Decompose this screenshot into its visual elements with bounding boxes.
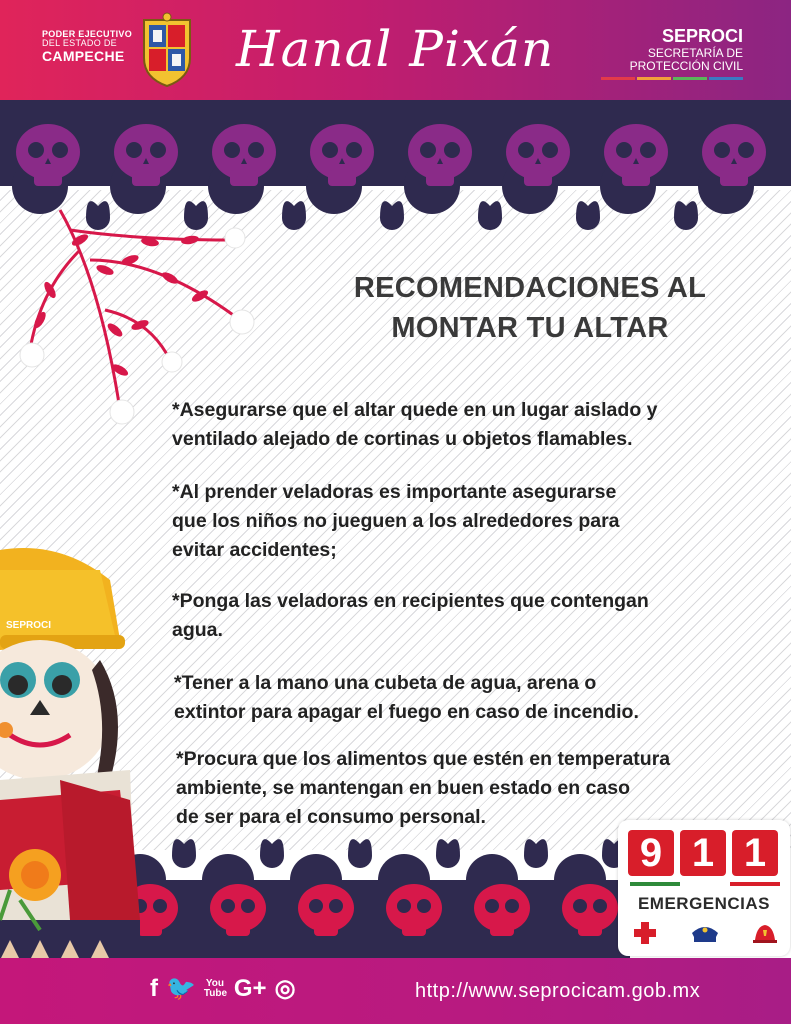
- instagram-icon[interactable]: ◎: [274, 975, 296, 1002]
- red-cross-icon: [632, 920, 658, 946]
- helmet-label: SEPROCI: [6, 620, 52, 631]
- website-link[interactable]: http://www.seprocicam.gob.mx: [415, 980, 701, 1002]
- agency-short-name: SEPROCI: [661, 26, 743, 46]
- title-line-2: MONTAR TU ALTAR: [391, 312, 669, 344]
- footer-bar: [0, 958, 791, 1024]
- recommendation-line: *Asegurarse que el altar quede en un lugar aislado y: [172, 399, 658, 421]
- twitter-icon[interactable]: 🐦: [166, 975, 196, 1002]
- police-cap-icon: [690, 921, 720, 945]
- recommendation-line: *Al prender veladoras es importante asegurarse: [172, 481, 617, 503]
- emergency-digits: [628, 830, 778, 876]
- recommendation-4: [174, 669, 639, 727]
- seproci-logo: [583, 26, 743, 80]
- recommendation-line: extintor para apagar el fuego en caso de incendio.: [174, 701, 639, 723]
- catrina-character-illustration: [0, 540, 150, 1024]
- recommendation-5: [176, 745, 670, 832]
- agency-line-2: PROTECCIÓN CIVIL: [629, 59, 743, 74]
- gov-line-1: PODER EJECUTIVO: [42, 29, 133, 39]
- page-title: [300, 268, 760, 348]
- social-links: [150, 974, 296, 1003]
- recommendation-2: [172, 478, 620, 565]
- recommendation-line: *Tener a la mano una cubeta de agua, arena o: [174, 672, 597, 694]
- flag-color-line: [630, 882, 780, 886]
- recommendation-line: agua.: [172, 619, 223, 641]
- emergency-services-icons: [632, 920, 778, 946]
- gov-line-3: CAMPECHE: [42, 47, 125, 64]
- emergency-digit: 9: [628, 830, 674, 876]
- recommendation-3: [172, 587, 649, 645]
- agency-line-1: SECRETARÍA DE: [647, 45, 743, 60]
- firefighter-helmet-icon: [752, 920, 778, 946]
- gov-line-2: DEL ESTADO DE: [42, 38, 117, 49]
- header-bar: [0, 0, 791, 100]
- recommendation-line: evitar accidentes;: [172, 539, 337, 561]
- recommendation-1: [172, 396, 658, 454]
- government-logo-text: [42, 30, 132, 64]
- recommendation-line: *Procura que los alimentos que estén en temperatura: [176, 748, 671, 770]
- emergency-911-badge: [618, 820, 790, 956]
- recommendation-line: ambiente, se mantengan en buen estado en caso: [176, 777, 631, 799]
- hanal-pixan-logo: Hanal Pixán: [236, 20, 555, 78]
- emergency-digit: 1: [680, 830, 726, 876]
- state-crest-icon: [140, 12, 194, 88]
- emergency-digit: 1: [732, 830, 778, 876]
- facebook-icon[interactable]: f: [150, 974, 158, 1002]
- google-plus-icon[interactable]: G+: [233, 974, 267, 1002]
- emergency-label: EMERGENCIAS: [637, 894, 771, 913]
- recommendation-line: de ser para el consumo personal.: [176, 806, 486, 828]
- recommendation-line: *Ponga las veladoras en recipientes que contengan: [172, 590, 649, 612]
- recommendation-line: ventilado alejado de cortinas u objetos flamables.: [172, 428, 633, 450]
- youtube-icon[interactable]: You Tube: [203, 977, 228, 999]
- agency-color-stripes: [583, 77, 743, 80]
- recommendation-line: que los niños no jueguen a los alrededores para: [172, 510, 620, 532]
- title-line-1: RECOMENDACIONES AL: [353, 272, 707, 304]
